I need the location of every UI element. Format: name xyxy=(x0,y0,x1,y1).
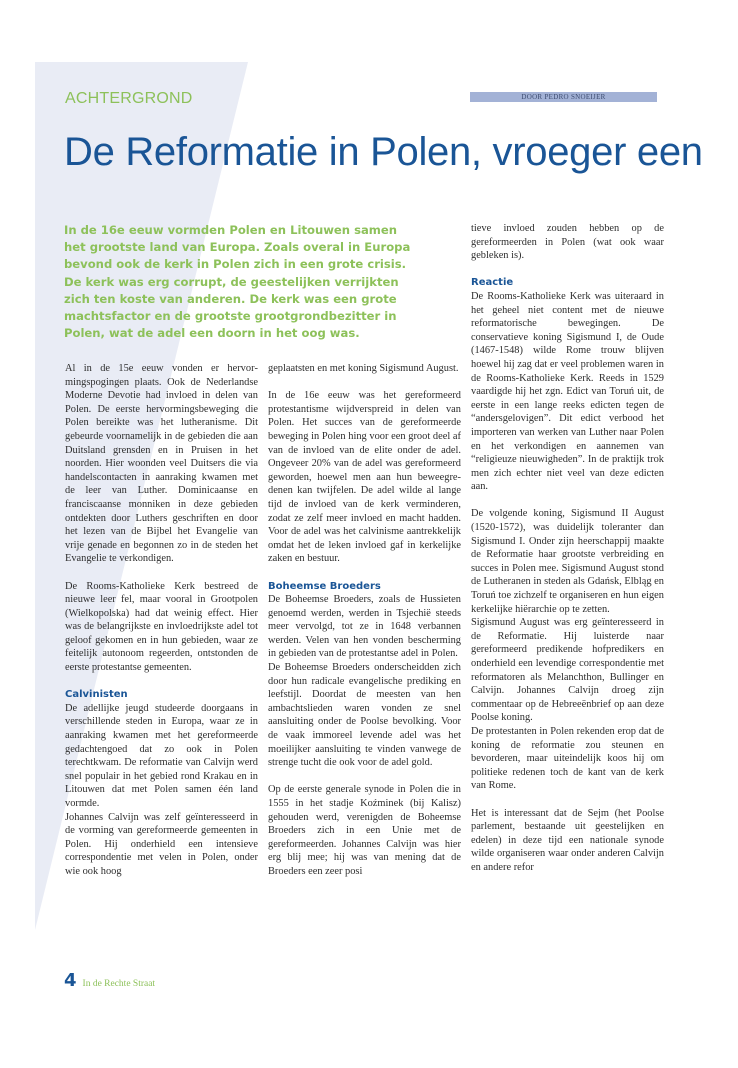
paragraph: De adellijke jeugd studeerde doorgaans in verschillende steden in Europa, waar ze in aanraking kwamen met het gereformeerde gedachtengoed dat zo ook in Polen terechtkwam. De reformatie van Calvijn werd snel populair in het gebied rond Krakau en in Litouwen dat met Polen samen één land vormde. xyxy=(65,702,258,809)
paragraph: Johannes Calvijn was zelf geïnteresseerd in de vorming van gereformeerde gemeenten in Polen. Hij onderhield een intensieve correspondentie met velen in Polen, onder wie ook hoog xyxy=(65,811,258,877)
subheading-boheemse-broeders: Boheemse Broeders xyxy=(268,580,381,592)
paragraph: De Rooms-Katholieke Kerk bestreed de nieuwe leer fel, maar vooral in Grootpolen (Wielkopolska) had dat weinig effect. Hier was de belangrijkste en invloedrijkste adel tot geloof gekomen en in hun gebieden, waar ze feitelijk autonoom regeerden, ontstonden de eerste protestantse gemeenten. xyxy=(65,580,258,674)
paragraph: De Rooms-Katholieke Kerk was uiteraard in het geheel niet content met de nieuwe reformatorische bewegingen. De conservatieve koning Sigismund I, de Oude (1467-1548) wilde Rome trouw blijven hoewel hij zag dat er veel problemen waren in de Rooms-Katholieke Kerk. Reeds in 1529 vaardigde hij het zgn. Edict van Toruń uit, de eerste in een lange reeks edicten tegen de “andersgelovigen”. Dit edict verbood het importeren van werken van Luther naar Polen en het verkondigen en aannemen van “religieuze nieuwigheden”. In de praktijk trok men zich echter niet veel van deze edicten aan. xyxy=(471,290,664,493)
paragraph: In de 16e eeuw was het gereformeerd protestantisme wijdverspreid in delen van Polen. Het succes van de gereformeerde beweging in Polen hing voor een groot deel af van de invloed van de elite onder de adel. Ongeveer 20% van de adel was gereformeerd geworden, hoewel men aan hun beweegredenen kan twijfelen. De adel wilde al lange tijd de invloed van de kerk verminderen, zodat ze zelf meer invloed en macht hadden. Voor de adel was het calvinisme aantrekkelijk omdat het de leken invloed gaf in kerkelijke zaken en bestuur. xyxy=(268,390,461,565)
author-byline: DOOR PEDRO SNOEIJER xyxy=(470,92,657,102)
paragraph: De volgende koning, Sigismund II August (1520-1572), was duidelijk toleranter dan Sigismund I. Onder zijn heerschappij maakte de Reformatie haar grootste verbreiding en succes in Polen mee. Sigismund August stond de Lutheranen in steden als Gdańsk, Elbląg en Toruń toe zichzelf te organiseren en hun eigen kerkelijke hiërarchie op te zetten. xyxy=(471,508,664,615)
subheading-reactie: Reactie xyxy=(471,277,514,289)
subheading-calvinisten: Calvinisten xyxy=(65,689,128,701)
paragraph: De Boheemse Broeders onderscheidden zich door hun radicale evangelische prediking en leefstijl. Doordat de meesten van hen ambachtslieden waren vonden ze snel aansluiting onder de Poolse bevolking. Voor de vaak immoreel levende adel was het moeilijker aansluiting te vinden vanwege de strenge tucht die ook voor de adel gold. xyxy=(268,662,461,769)
text-column-1 xyxy=(65,362,258,879)
text-column-2 xyxy=(268,362,461,879)
paragraph: Het is interessant dat de Sejm (het Poolse parlement, bestaande uit geestelijken en edelen) in deze tijd een nationale synode wilde organiseren waar onder anderen Calvijn en andere refor xyxy=(471,807,664,873)
paragraph: tieve invloed zouden hebben op de gereformeerden in Polen (wat ook waar gebleken is). xyxy=(471,223,664,262)
paragraph: De protestanten in Polen rekenden erop dat de koning de reformatie zou steunen en bevorderen, maar uiteindelijk koos hij om politieke redenen toch de kant van de kerk van Rome. xyxy=(471,725,664,792)
text-column-3 xyxy=(471,222,664,875)
section-label: ACHTERGROND xyxy=(65,90,193,107)
paragraph: Al in de 15e eeuw vonden er hervormingspogingen plaats. Ook de Nederlandse Moderne Devotie had invloed in delen van Polen. De eerste hervormingsbeweging die Polen bereikte was het lutheranisme. Dit gebeurde voornamelijk in de gebieden die aan Duitsland grensden en in Pruisen in het noorden. Hier woonden veel Duitsers die via handelscontacten in aanraking kwamen met de leer van Luther. Dominicaanse en franciscaanse monniken in deze gebieden ontdekten door Luthers geschriften en door het lezen van de Bijbel het Evangelie van vrije genade en begonnen zo in de steden het Evangelie te verkondigen. xyxy=(65,363,258,565)
magazine-name: In de Rechte Straat xyxy=(82,979,156,989)
paragraph: De Boheemse Broeders, zoals de Hussieten genoemd werden, werden in Tsjechië steeds meer vervolgd, tot ze in 1648 verbannen werden. Velen van hen vonden bescherming in gebieden van de protestantse adel in Polen. xyxy=(268,594,461,660)
paragraph: geplaatsten en met koning Sigismund August. xyxy=(268,363,459,374)
article-intro: In de 16e eeuw vormden Polen en Litouwen samen het grootste land van Europa. Zoals overal in Europa bevond ook de kerk in Polen zich in een grote crisis. De kerk was erg corrupt, de geestelijken verrijkten zich ten koste van anderen. De kerk was een grote machtsfactor en de grootste grootgrondbezitter in Polen, wat de adel een doorn in het oog was. xyxy=(64,223,411,341)
paragraph: Sigismund August was erg geïnteresseerd in de Reformatie. Hij luisterde naar gereformeerd predikende hofpredikers en onderhield een levendige correspondentie met reformatoren als Melanchthon, Bullinger en Calvijn. Johannes Calvijn droeg zijn commentaar op de Hebreeënbrief op aan deze Poolse koning. xyxy=(471,617,664,724)
article-title: De Reformatie in Polen, vroeger een xyxy=(64,130,703,174)
page-footer xyxy=(64,970,155,991)
paragraph: Op de eerste generale synode in Polen die in 1555 in het stadje Koźminek (bij Kalisz) gehouden werd, verenigden de Boheemse Broeders zich in een Unie met de gereformeerden. Johannes Calvijn was hier erg blij mee; hij was van mening dat de Broeders een zeer posi xyxy=(268,784,461,877)
page-number: 4 xyxy=(64,970,77,991)
